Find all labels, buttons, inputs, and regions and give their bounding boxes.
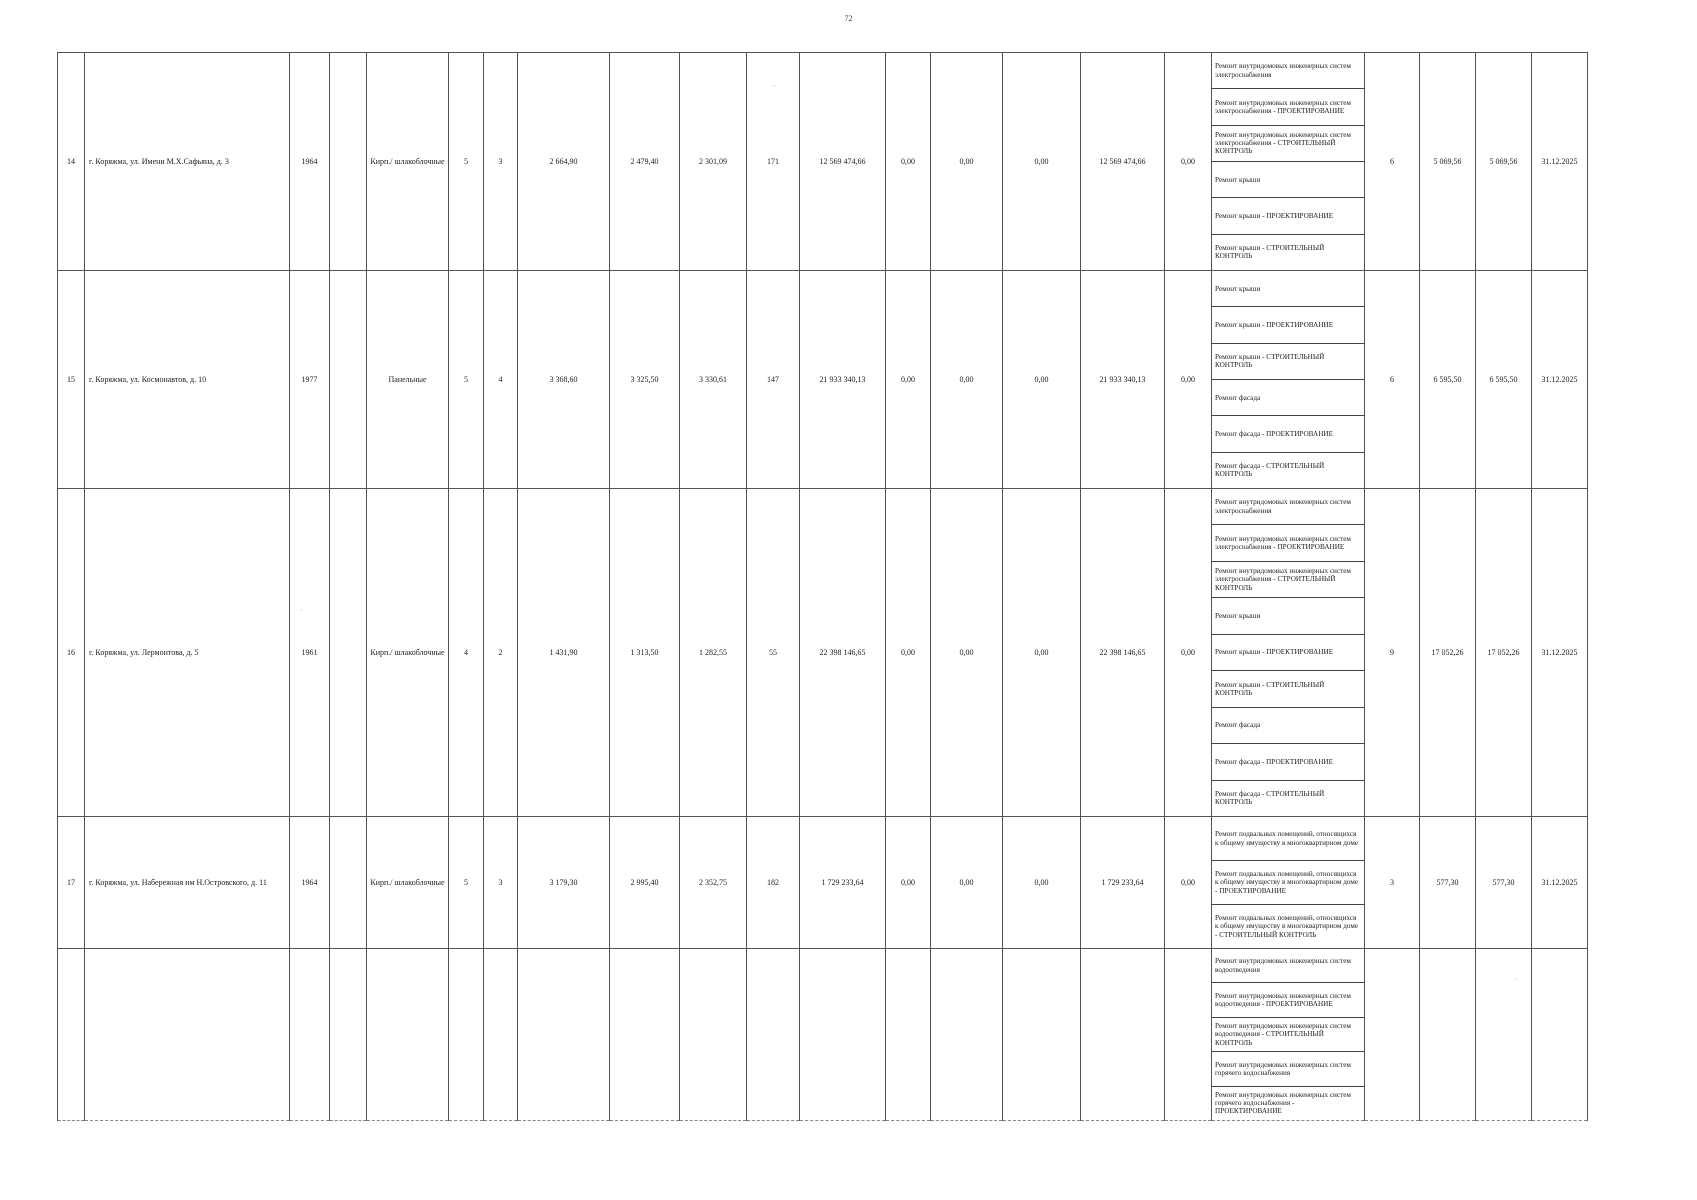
work-item [1212,416,1364,452]
cell-area-res: 2 301,09 [680,53,747,271]
cell-entrances: 2 [484,489,518,817]
works-cell [1212,817,1365,949]
work-item [1212,307,1364,343]
work-item-label: Ремонт фасада - ПРОЕКТИРОВАНИЕ [1215,429,1333,438]
cell-area-total: 3 368,60 [518,271,610,489]
cell-fund-other: 0,00 [1165,489,1212,817]
cell-cost-total: 12 569 474,66 [800,53,886,271]
cell-fund-federal: 0,00 [886,817,931,949]
work-item [1212,671,1364,707]
cell-deadline: 31.12.2025 [1532,271,1588,489]
cell-fund-other: 0,00 [1165,271,1212,489]
work-item-label: Ремонт подвальных помещений, относящихся к общему имуществу в многоквартирном доме - СТРОИТЕЛЬНЫЙ КОНТРОЛЬ [1215,914,1359,939]
work-item [1212,271,1364,307]
work-item [1212,562,1364,598]
cell-area-all: 2 479,40 [610,53,680,271]
cell-area-total: 3 179,30 [518,817,610,949]
cell-fund-federal: 0,00 [886,53,931,271]
cell-residents [747,949,800,1121]
work-item-label: Ремонт внутридомовых инженерных систем электроснабжения [1215,62,1351,79]
cell-deadline: 31.12.2025 [1532,817,1588,949]
work-item [1212,453,1364,488]
table-row [58,271,1588,489]
work-item-label: Ремонт крыши - ПРОЕКТИРОВАНИЕ [1215,320,1334,329]
cell-fund-owners: 21 933 340,13 [1081,271,1165,489]
cell-fund-federal: 0,00 [886,489,931,817]
work-item-label: Ремонт фасада - СТРОИТЕЛЬНЫЙ КОНТРОЛЬ [1215,789,1325,807]
cell-num: 15 [58,271,85,489]
work-item-label: Ремонт внутридомовых инженерных систем горячего водоснабжения - ПРОЕКТИРОВАНИЕ [1215,1090,1351,1116]
cell-fund-federal [886,949,931,1121]
cell-area-res: 2 352,75 [680,817,747,949]
cell-area-all: 1 313,50 [610,489,680,817]
scan-mark: · [300,606,303,615]
work-item [1212,744,1364,780]
cell-works-count: 6 [1365,271,1420,489]
work-item [1212,126,1364,162]
cell-year: 1977 [290,271,330,489]
work-item-label: Ремонт крыши - ПРОЕКТИРОВАНИЕ [1215,648,1334,657]
work-item-label: Ремонт подвальных помещений, относящихся к общему имуществу в многоквартирном доме - ПРОЕКТИРОВАНИЕ [1215,870,1359,895]
cell-area-all: 3 325,50 [610,271,680,489]
cell-area-res: 3 330,61 [680,271,747,489]
cell-cost-total [800,949,886,1121]
cell-col4 [330,489,367,817]
page-number: 72 [844,14,853,23]
cell-fund-local: 0,00 [1003,53,1081,271]
work-item-label: Ремонт внутридомовых инженерных систем электроснабжения [1215,498,1351,515]
cell-address: г. Коряжма, ул. Имени М.Х.Сафьяна, д. 3 [85,53,290,271]
cell-fund-other [1165,949,1212,1121]
cell-fund-region [931,949,1003,1121]
cell-wall [367,949,449,1121]
cell-year: 1964 [290,53,330,271]
table-row [58,53,1588,271]
work-item-label: Ремонт крыши [1215,175,1261,184]
works-cell [1212,53,1365,271]
work-item [1212,525,1364,561]
cell-fund-owners: 12 569 474,66 [1081,53,1165,271]
table-row [58,489,1588,817]
work-item-label: Ремонт фасада - ПРОЕКТИРОВАНИЕ [1215,757,1333,766]
cell-residents: 171 [747,53,800,271]
cell-year [290,949,330,1121]
work-item-label: Ремонт фасада [1215,721,1261,730]
cell-entrances: 3 [484,53,518,271]
work-item [1212,235,1364,270]
cell-address: г. Коряжма, ул. Лермонтова, д. 5 [85,489,290,817]
cell-floors: 5 [449,53,484,271]
cell-num: 17 [58,817,85,949]
cell-area-total [518,949,610,1121]
work-item [1212,198,1364,234]
cell-limit-cost [1476,949,1532,1121]
work-item [1212,162,1364,198]
work-item-label: Ремонт внутридомовых инженерных систем водоотведения - ПРОЕКТИРОВАНИЕ [1215,991,1351,1009]
work-item-label: Ремонт крыши - СТРОИТЕЛЬНЫЙ КОНТРОЛЬ [1215,680,1325,697]
cell-unit-cost [1420,949,1476,1121]
work-item-label: Ремонт внутридомовых инженерных систем электроснабжения - ПРОЕКТИРОВАНИЕ [1215,534,1351,552]
cell-area-total: 1 431,90 [518,489,610,817]
work-item [1212,1052,1364,1086]
work-item [1212,905,1364,948]
work-item-label: Ремонт внутридомовых инженерных систем горячего водоснабжения [1215,1060,1351,1077]
work-item [1212,949,1364,983]
cell-fund-local: 0,00 [1003,489,1081,817]
cell-address: г. Коряжма, ул. Космонавтов, д. 10 [85,271,290,489]
cell-fund-owners: 22 398 146,65 [1081,489,1165,817]
houses-table [57,52,1588,1121]
cell-fund-region: 0,00 [931,817,1003,949]
cell-entrances: 3 [484,817,518,949]
cell-fund-other: 0,00 [1165,817,1212,949]
cell-year: 1964 [290,817,330,949]
work-item-label: Ремонт внутридомовых инженерных систем водоотведения - СТРОИТЕЛЬНЫЙ КОНТРОЛЬ [1215,1022,1351,1047]
cell-year: 1961 [290,489,330,817]
cell-deadline [1532,949,1588,1121]
cell-col4 [330,949,367,1121]
cell-fund-region: 0,00 [931,53,1003,271]
work-item [1212,344,1364,380]
work-item [1212,53,1364,89]
cell-area-res [680,949,747,1121]
cell-fund-owners: 1 729 233,64 [1081,817,1165,949]
cell-works-count: 6 [1365,53,1420,271]
cell-cost-total: 1 729 233,64 [800,817,886,949]
scan-mark: · [773,82,776,91]
cell-wall: Кирп./ шлакоблочные [367,489,449,817]
work-item [1212,983,1364,1017]
work-item-label: Ремонт внутридомовых инженерных систем электроснабжения - СТРОИТЕЛЬНЫЙ КОНТРОЛЬ [1215,130,1351,156]
cell-address [85,949,290,1121]
cell-address: г. Коряжма, ул. Набережная им Н.Островского, д. 11 [85,817,290,949]
work-item [1212,380,1364,416]
cell-works-count: 9 [1365,489,1420,817]
cell-col4 [330,817,367,949]
cell-entrances: 4 [484,271,518,489]
cell-wall: Кирп./ шлакоблочные [367,817,449,949]
cell-fund-region: 0,00 [931,489,1003,817]
cell-col4 [330,271,367,489]
work-item [1212,635,1364,671]
cell-fund-federal: 0,00 [886,271,931,489]
cell-floors: 4 [449,489,484,817]
cell-works-count: 3 [1365,817,1420,949]
work-item [1212,489,1364,525]
works-cell [1212,271,1365,489]
cell-num: 14 [58,53,85,271]
cell-cost-total: 21 933 340,13 [800,271,886,489]
cell-col4 [330,53,367,271]
cell-wall: Панельные [367,271,449,489]
work-item-label: Ремонт фасада [1215,393,1261,402]
cell-area-all [610,949,680,1121]
work-item-label: Ремонт крыши - СТРОИТЕЛЬНЫЙ КОНТРОЛЬ [1215,353,1325,370]
cell-residents: 182 [747,817,800,949]
works-cell [1212,949,1365,1121]
cell-deadline: 31.12.2025 [1532,489,1588,817]
cell-wall: Кирп./ шлакоблочные [367,53,449,271]
cell-fund-other: 0,00 [1165,53,1212,271]
cell-unit-cost: 577,30 [1420,817,1476,949]
work-item [1212,598,1364,634]
work-item [1212,817,1364,861]
scan-mark: · [1515,975,1518,984]
cell-fund-local: 0,00 [1003,817,1081,949]
cell-residents: 147 [747,271,800,489]
cell-cost-total: 22 398 146,65 [800,489,886,817]
work-item-label: Ремонт крыши [1215,284,1261,293]
cell-unit-cost: 6 595,50 [1420,271,1476,489]
cell-fund-region: 0,00 [931,271,1003,489]
work-item [1212,1087,1364,1120]
cell-fund-owners [1081,949,1165,1121]
work-item [1212,708,1364,744]
cell-limit-cost: 5 069,56 [1476,53,1532,271]
work-item [1212,861,1364,905]
cell-floors: 5 [449,817,484,949]
cell-area-total: 2 664,90 [518,53,610,271]
cell-unit-cost: 17 052,26 [1420,489,1476,817]
cell-floors: 5 [449,271,484,489]
cell-entrances [484,949,518,1121]
table-row [58,817,1588,949]
work-item-label: Ремонт крыши - ПРОЕКТИРОВАНИЕ [1215,211,1334,220]
cell-fund-local [1003,949,1081,1121]
cell-deadline: 31.12.2025 [1532,53,1588,271]
work-item-label: Ремонт крыши - СТРОИТЕЛЬНЫЙ КОНТРОЛЬ [1215,244,1325,261]
work-item-label: Ремонт фасада - СТРОИТЕЛЬНЫЙ КОНТРОЛЬ [1215,462,1325,479]
cell-limit-cost: 17 052,26 [1476,489,1532,817]
work-item-label: Ремонт внутридомовых инженерных систем водоотведения [1215,957,1351,974]
cell-residents: 55 [747,489,800,817]
cell-num: 16 [58,489,85,817]
work-item [1212,1018,1364,1052]
cell-area-res: 1 282,55 [680,489,747,817]
work-item [1212,781,1364,816]
cell-floors [449,949,484,1121]
work-item-label: Ремонт подвальных помещений, относящихся к общему имуществу в многоквартирном доме [1215,830,1359,847]
work-item-label: Ремонт внутридомовых инженерных систем электроснабжения - СТРОИТЕЛЬНЫЙ КОНТРОЛЬ [1215,567,1351,592]
work-item-label: Ремонт крыши [1215,611,1261,620]
cell-unit-cost: 5 069,56 [1420,53,1476,271]
cell-fund-local: 0,00 [1003,271,1081,489]
work-item-label: Ремонт внутридомовых инженерных систем электроснабжения - ПРОЕКТИРОВАНИЕ [1215,98,1351,115]
table-row [58,949,1588,1121]
cell-limit-cost: 6 595,50 [1476,271,1532,489]
works-cell [1212,489,1365,817]
cell-works-count [1365,949,1420,1121]
work-item [1212,89,1364,125]
cell-num [58,949,85,1121]
cell-area-all: 2 995,40 [610,817,680,949]
cell-limit-cost: 577,30 [1476,817,1532,949]
